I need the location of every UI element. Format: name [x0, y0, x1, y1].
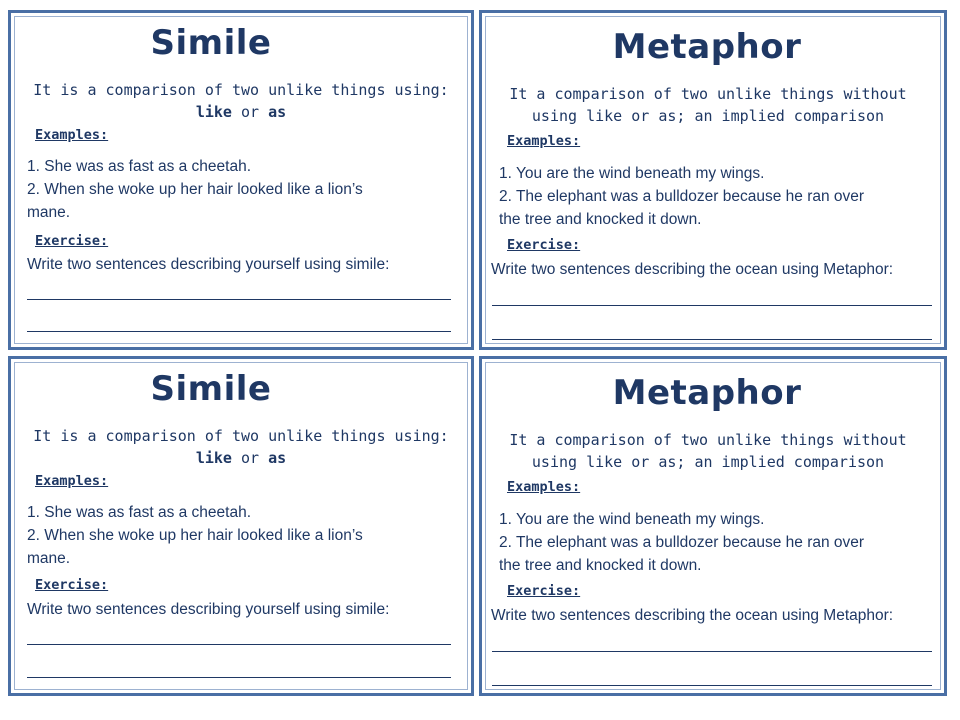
metaphor-example-2: 2. The elephant was a bulldozer because he ran over: [499, 534, 865, 551]
simile-word-as: as: [268, 449, 287, 467]
metaphor-card-top: [479, 10, 947, 350]
metaphor-example-2-cont: the tree and knocked it down.: [499, 557, 702, 574]
simile-word-like: like: [195, 449, 232, 467]
simile-example-2-cont: mane.: [27, 204, 71, 221]
simile-word-as: as: [268, 103, 287, 121]
simile-answer-line-1[interactable]: [27, 299, 451, 300]
metaphor-definition: [472, 83, 944, 127]
metaphor-example-1: 1. You are the wind beneath my wings.: [499, 511, 765, 528]
simile-card-top: [8, 10, 474, 350]
metaphor-examples-heading: Examples:: [507, 133, 581, 149]
simile-exercise-heading: Exercise:: [35, 233, 109, 249]
simile-example-1: 1. She was as fast as a cheetah.: [27, 504, 252, 521]
metaphor-example-2-cont: the tree and knocked it down.: [499, 211, 702, 228]
simile-example-2: 2. When she woke up her hair looked like a lion’s: [27, 181, 363, 198]
simile-definition-line1: It is a comparison of two unlike things using:: [33, 427, 449, 445]
simile-answer-line-1[interactable]: [27, 644, 451, 645]
metaphor-exercise-text: Write two sentences describing the ocean using Metaphor:: [491, 607, 894, 624]
metaphor-card-bottom: [479, 356, 947, 696]
metaphor-title: Metaphor: [612, 27, 802, 67]
metaphor-exercise-text: Write two sentences describing the ocean using Metaphor:: [491, 261, 894, 278]
metaphor-exercise-heading: Exercise:: [507, 237, 581, 253]
simile-definition-line2: [11, 101, 471, 123]
simile-title: Simile: [150, 369, 272, 409]
simile-title: Simile: [150, 23, 272, 63]
metaphor-definition: [472, 429, 944, 473]
metaphor-answer-line-2[interactable]: [492, 339, 932, 340]
metaphor-example-2: 2. The elephant was a bulldozer because he ran over: [499, 188, 865, 205]
metaphor-answer-line-2[interactable]: [492, 685, 932, 686]
metaphor-title: Metaphor: [612, 373, 802, 413]
simile-examples-heading: Examples:: [35, 473, 109, 489]
metaphor-example-1: 1. You are the wind beneath my wings.: [499, 165, 765, 182]
simile-definition: [11, 425, 471, 469]
metaphor-definition-line1: It a comparison of two unlike things without: [509, 85, 907, 103]
simile-exercise-heading: Exercise:: [35, 577, 109, 593]
simile-definition-line1: It is a comparison of two unlike things using:: [33, 81, 449, 99]
simile-word-or: or: [241, 449, 260, 467]
metaphor-exercise-heading: Exercise:: [507, 583, 581, 599]
simile-answer-line-2[interactable]: [27, 331, 451, 332]
simile-exercise-text: Write two sentences describing yourself using simile:: [27, 601, 390, 618]
metaphor-definition-line1: It a comparison of two unlike things without: [509, 431, 907, 449]
simile-definition: [11, 79, 471, 123]
simile-word-or: or: [241, 103, 260, 121]
metaphor-answer-line-1[interactable]: [492, 651, 932, 652]
simile-definition-line2: [11, 447, 471, 469]
metaphor-definition-line2: using like or as; an implied comparison: [531, 107, 885, 125]
metaphor-answer-line-1[interactable]: [492, 305, 932, 306]
simile-card-bottom: [8, 356, 474, 696]
simile-examples-heading: Examples:: [35, 127, 109, 143]
simile-example-2-cont: mane.: [27, 550, 71, 567]
simile-exercise-text: Write two sentences describing yourself using simile:: [27, 256, 390, 273]
metaphor-examples-heading: Examples:: [507, 479, 581, 495]
metaphor-definition-line2: using like or as; an implied comparison: [531, 453, 885, 471]
simile-example-2: 2. When she woke up her hair looked like a lion’s: [27, 527, 363, 544]
simile-answer-line-2[interactable]: [27, 677, 451, 678]
simile-example-1: 1. She was as fast as a cheetah.: [27, 158, 252, 175]
simile-word-like: like: [195, 103, 232, 121]
